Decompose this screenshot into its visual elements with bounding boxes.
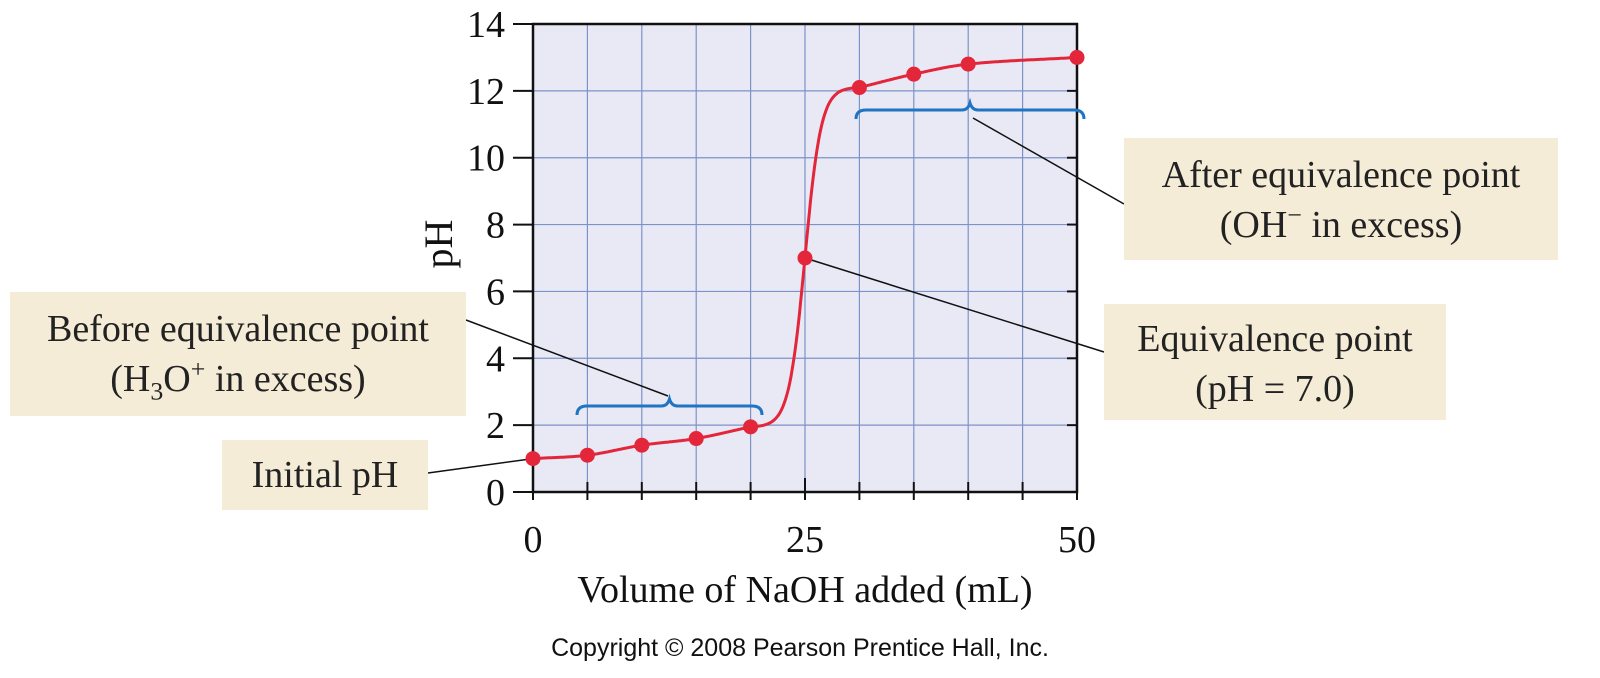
callout-equivalence-line2: (pH = 7.0) [1195, 368, 1355, 410]
callout-after-line1: After equivalence point [1161, 154, 1521, 196]
y-tick-label: 8 [486, 204, 505, 247]
y-axis-label: pH [416, 219, 461, 269]
superscript-minus: − [1287, 200, 1302, 230]
callout-equivalence-line1: Equivalence point [1137, 318, 1413, 360]
subscript-3: 3 [150, 376, 164, 406]
callout-initial-ph [222, 440, 428, 510]
callout-after-equivalence [1124, 138, 1558, 260]
data-point [798, 251, 813, 266]
copyright-notice: Copyright © 2008 Pearson Prentice Hall, Inc. [551, 634, 1049, 662]
y-tick-label: 0 [486, 472, 505, 514]
callout-equivalence-point [1104, 304, 1446, 420]
data-point [852, 80, 867, 95]
x-tick-label: 25 [786, 519, 824, 561]
data-point [961, 57, 976, 72]
y-tick-label: 12 [467, 70, 505, 113]
callout-initial-label: Initial pH [251, 454, 399, 496]
y-tick-label: 2 [486, 405, 505, 448]
callout-after-rest: in excess) [1301, 204, 1463, 246]
data-point [689, 431, 704, 446]
species-h: H [122, 358, 151, 400]
x-tick-label: 0 [523, 519, 543, 561]
data-point [526, 451, 541, 466]
species-oh: OH [1232, 204, 1288, 246]
data-point [743, 419, 758, 434]
data-point [580, 448, 595, 463]
callout-after-line2: (OH− in excess) [1219, 200, 1463, 246]
x-axis-label: Volume of NaOH added (mL) [577, 569, 1033, 611]
leader-initial [428, 459, 533, 473]
data-point [906, 67, 921, 82]
y-tick-label: 10 [467, 137, 505, 180]
species-o: O [163, 358, 191, 400]
y-tick-label: 6 [486, 271, 505, 314]
x-tick-label: 50 [1058, 519, 1096, 561]
data-point [1070, 50, 1085, 65]
callout-before-rest: in excess) [205, 358, 366, 400]
data-point [634, 438, 649, 453]
callout-before-line2: ($H_3O^+$ in excess) [110, 354, 366, 406]
y-tick-label: 14 [467, 4, 505, 46]
callout-before-line1: Before equivalence point [47, 308, 429, 350]
callout-before-equivalence [10, 292, 466, 416]
y-tick-label: 4 [486, 338, 505, 381]
superscript-plus: + [190, 354, 206, 384]
